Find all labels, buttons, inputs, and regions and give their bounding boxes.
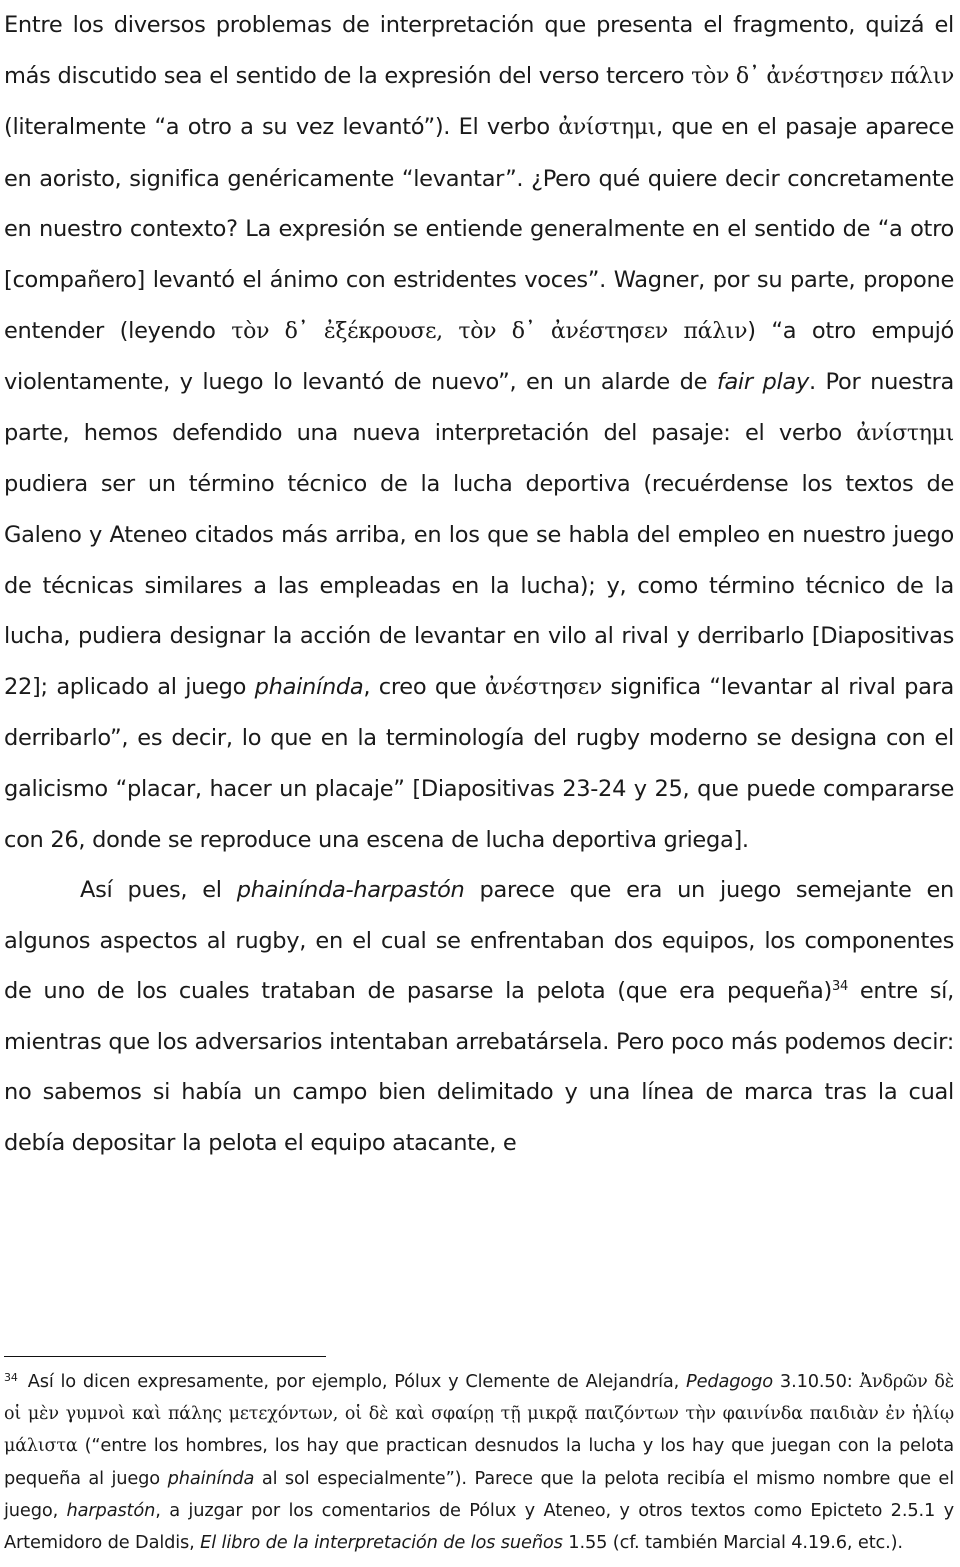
text-run: . Por nuestra parte, hemos defendido una nueva interpretación del pasaje: el verbo [4, 369, 954, 446]
text-run: Así lo dicen expresamente, por ejemplo, Pólux y Clemente de Alejandría, [27, 1371, 687, 1392]
italic-title: El libro de la interpretación de los sueños [200, 1532, 563, 1554]
text-run: , a juzgar por los comentarios de Pólux y Ateneo, y otros textos como Epicteto 2.5.1 y Artemidoro de Daldis, [4, 1499, 954, 1554]
paragraph-interpretation [4, 0, 954, 865]
footnote-separator [4, 1356, 326, 1357]
italic-title: Pedagogo [686, 1371, 774, 1392]
text-run: entre sí, mientras que los adversarios intentaban arrebatársela. Pero poco más podemos decir: no sabemos si había un campo bien delimitado y una línea de marca tras la cual debía depositar la pelota el equipo atacante, e [4, 978, 954, 1157]
text-run: ) “a otro empujó violentamente, y luego lo levantó de nuevo”, en un alarde de [4, 317, 955, 396]
footnote-reference[interactable]: 34 [831, 979, 848, 995]
greek-quotation: Ἀνδρῶν δὲ οἱ μὲν γυμνοὶ καὶ πάλης μετεχόντων, οἱ δὲ καὶ σφαίρῃ τῇ μικρᾷ παιζόντων τὴν φαινίνδα παιδιὰν ἐν ἡλίῳ μάλιστα [4, 1372, 954, 1457]
greek-word: ἀνέστησεν [484, 674, 602, 700]
text-run: 3.10.50: [773, 1371, 860, 1392]
greek-word: ἀνίστημι [856, 420, 954, 446]
italic-term: harpastón [66, 1499, 156, 1521]
italic-term: fair play [716, 369, 809, 396]
text-run: , que en el pasaje aparece en aoristo, significa genéricamente “levantar”. ¿Pero qué quiere decir concretamente en nuestro contexto? La expresión se entiende generalmente en el sentido de “a otro [compañero] levantó el ánimo con estridentes voces”. Wagner, por su parte, propone entender (leyendo [4, 114, 954, 344]
italic-term: phainínda [167, 1467, 255, 1489]
italic-term: phainínda-harpastón [236, 877, 465, 904]
footnote-text [4, 1366, 954, 1559]
greek-phrase: τὸν δ᾿ ἐξέκρουσε, τὸν δ᾿ ἀνέστησεν πάλιν [231, 318, 748, 344]
body-text [4, 0, 954, 1169]
text-run: Así pues, el [80, 877, 237, 904]
text-run: parece que era un juego semejante en algunos aspectos al rugby, en el cual se enfrentaban dos equipos, los componentes de uno de los cuales trataban de pasarse la pelota (que era pequeña) [4, 877, 954, 1005]
text-run: (literalmente “a otro a su vez levantó”). El verbo [4, 114, 559, 141]
paragraph-rugby-comparison [4, 865, 954, 1169]
footnote-number: 34 [4, 1371, 18, 1384]
footnote-34 [4, 1366, 954, 1559]
text-run: Entre los diversos problemas de interpretación que presenta el fragmento, quizá el más discutido sea el sentido de la expresión del verso tercero [4, 12, 954, 89]
text-run: (“entre los hombres, los hay que practican desnudos la lucha y los hay que juegan con la pelota pequeña al juego [4, 1435, 954, 1489]
text-run: al sol especialmente”). Parece que la pelota recibía el mismo nombre que el juego, [4, 1467, 954, 1521]
greek-phrase: τὸν δ᾿ ἀνέστησεν πάλιν [691, 63, 954, 89]
text-run: significa “levantar al rival para derribarlo”, es decir, lo que en la terminología del rugby moderno se designa con el galicismo “placar, hacer un placaje” [Diapositivas 23-24 y 25, que puede compararse con 26, donde se reproduce una escena de lucha deportiva griega]. [4, 673, 955, 853]
italic-term: phainínda [254, 673, 364, 700]
greek-word: ἀνίστημι [558, 115, 657, 141]
text-run: , creo que [363, 673, 485, 700]
text-run: pudiera ser un término técnico de la lucha deportiva (recuérdense los textos de Galeno y Ateneo citados más arriba, en los que se habla del empleo en nuestro juego de técnicas similares a las empleadas en la lucha); y, como término técnico de la lucha, pudiera designar la acción de levantar en vilo al rival y derribarlo [Diapositivas 22]; aplicado al juego [4, 471, 954, 700]
text-run: 1.55 (cf. también Marcial 4.19.6, etc.). [562, 1532, 903, 1554]
